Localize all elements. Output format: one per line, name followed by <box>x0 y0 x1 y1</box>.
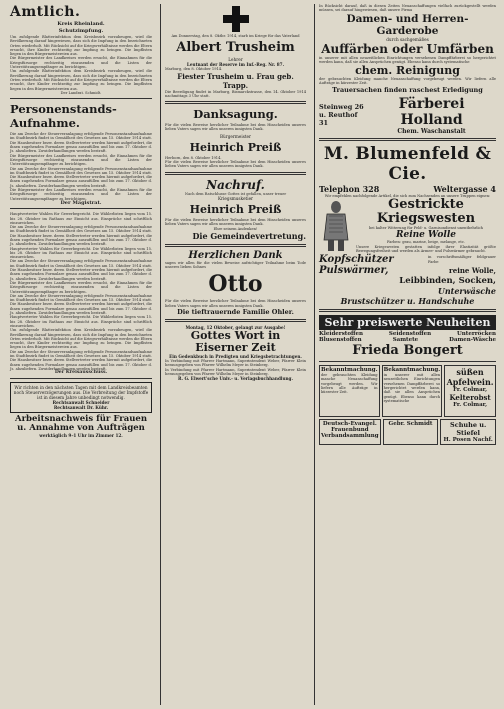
notice-text-2d: Die Bürgermeister des Landkreises werden ersucht, die Einnahmen für die Kriegsfürsorge rechtzeitig einzusenden und die Listen der Unterstützungsempfänger zu berichtigen. <box>10 188 152 201</box>
waschanstalt: Chem. Waschanstalt <box>397 127 466 135</box>
mini-ad-2 <box>382 365 443 417</box>
mini-ad-4-sub: Fr. Colmar, <box>453 402 488 409</box>
notice-text-3b: Die am Zwecke der Steuerveranlagung erfolgende Personenstandsaufnahme im Stadtbezirk findet in Gemäßheit des Gesetzes am 15. Oktober 1914 statt. Die Hausbesitzer bezw. deren Stellvertreter werden hiermit aufgefordert, die ihnen zugehenden Formulare genau auszufüllen und bis zum 17. Oktober d. Js. abzuliefern. Zuwiderhandlungen werden bestraft. <box>10 225 152 247</box>
obituary-intro: Am Donnerstag, den 8. Oktbr. 1914, starb im Kriege für das Vaterland <box>171 34 300 38</box>
notice-text-3f: Die am Zwecke der Steuerveranlagung erfolgende Personenstandsaufnahme im Stadtbezirk findet in Gemäßheit des Gesetzes am 15. Oktober 1914 statt. Die Hausbesitzer bezw. deren Stellvertreter werden hiermit aufgefordert, die ihnen zugehenden Formulare genau auszufüllen und bis zum 17. Oktober d. Js. abzuliefern. Zuwiderhandlungen werden bestraft. <box>10 293 152 316</box>
notice-text-3i: Die am Zwecke der Steuerveranlagung erfolgende Personenstandsaufnahme im Stadtbezirk findet in Gemäßheit des Gesetzes am 15. Oktober 1914 statt. Die Hausbesitzer bezw. deren Stellvertreter werden hiermit aufgefordert, die ihnen zugehenden Formulare genau auszufüllen und bis zum 17. Oktober d. Js. abzuliefern. Zuwiderhandlungen werden bestraft. <box>10 349 152 371</box>
neuheit-2: Seidenstoffen <box>388 331 432 338</box>
mini-ad-5-head: Schuhe u. Stiefel <box>450 421 487 438</box>
nachruf-body: Für die vielen Beweise herzlicher Teilnahme bei dem Hinscheiden unseres lieben Vaters sagen wir allen unseren innigsten Dank. <box>165 217 306 227</box>
lawyer-name-2: Rechtsanwalt Dr. Kühr. <box>53 405 109 411</box>
mini-ad-1-head: Bekanntmachung. <box>321 367 378 374</box>
kopfschuetzer: Kopfschützer <box>319 254 394 266</box>
notice-text-2b: Die Bürgermeister des Landkreises werden ersucht, die Einnahmen für die Kriegsfürsorge rechtzeitig einzusenden und die Listen der Unterstützungsempfänger zu berichtigen. <box>10 153 152 167</box>
farben-line: Farben: grau, marine, beige, melange, etc. <box>387 240 465 245</box>
mini-ad-3-sub: Fr. Colmar, <box>453 387 488 394</box>
signature-magistrat: Der Magistrat. <box>60 199 102 206</box>
dyer-body-a: in unserer mit allen neuzeitlichen Einrichtungen versehenen Dampffärberei so hergerichtet werden kann, daß sie allen Ansprüchen genügt. Ebenso kann durch systematische <box>319 55 496 64</box>
mini-ad-1 <box>319 365 380 417</box>
dyer-intro: In Rücksicht darauf, daß in diesen Zeiten Neuanschaffungen vielfach zurückgestellt werden müssen, sei darauf hingewiesen, daß unsere Firma <box>319 4 496 13</box>
herzlichen-dank-heading: Herzlichen Dank <box>188 249 283 261</box>
reine-wolle-2: reine Wolle, <box>449 266 496 276</box>
familie-ohler: Die tieftrauernde Familie Ohler. <box>177 308 294 317</box>
notice-text-3e: Die Bürgermeister des Landkreises werden ersucht, die Einnahmen für die Kriegsfürsorge rechtzeitig einzusenden und die Listen der Unterstützungsempfänger zu berichtigen. <box>10 280 152 294</box>
obituary-name-trusheim: Albert Trusheim <box>176 40 295 56</box>
nachruf-honor: Ehre seinem Andenken! <box>213 226 258 231</box>
herzlichen-dank-text: sagen wir allen für die vielen Beweise aufrichtiger Teilnahme beim Tode unseres lieben Sohnes <box>165 260 306 270</box>
soldier-illustration-icon <box>319 200 353 252</box>
weltergasse: Weltergasse 4 <box>433 183 496 194</box>
mini-ad-6-head: Gebr. Schmidt <box>388 421 433 428</box>
leibbinden: Leibbinden, Socken, <box>399 276 496 287</box>
gottes-wort-title: Gottes Wort in Eiserner Zeit <box>190 329 281 355</box>
auffaerben-heading: Auffärben oder Umfärben <box>321 41 494 56</box>
garderobe-heading: Damen- und Herren-Garderobe <box>346 12 469 37</box>
obituary-date: Marburg, den 8. Oktober 1914. <box>165 67 223 72</box>
lawyer-name-1: Rechtsanwalt Schneider <box>52 400 110 406</box>
verlag-name: R. G. Elwert'sche Univ.- u. Verlagsbuchhandlung. <box>178 376 293 382</box>
otto-text: Für die vielen Beweise herzlicher Teilnahme bei dem Hinscheiden unseres lieben Vaters sagen wir allen unseren innigsten Dank. <box>165 299 306 308</box>
address-line-2: u. Reuthof 31 <box>319 111 358 128</box>
notice-text-3d: Die am Zwecke der Steuerveranlagung erfolgende Personenstandsaufnahme im Stadtbezirk findet in Gemäßheit des Gesetzes am 15. Oktober 1914 statt. Die Hausbesitzer bezw. deren Stellvertreter werden hiermit aufgefordert, die ihnen zugehenden Formulare genau auszufüllen und bis zum 17. Oktober d. Js. abzuliefern. Zuwiderhandlungen werden bestraft. <box>10 259 152 281</box>
mini-ad-6 <box>383 419 439 445</box>
chem-reinigung-heading: chem. Reinigung <box>355 64 460 78</box>
gottes-wort-subtitle: Ein Gedenkbuch in Predigten und Kriegsbetrachtungen. <box>169 354 302 360</box>
kreis-heading: Kreis Rheinland. <box>57 21 105 27</box>
lawyer-notice-text: Wir richten in den nächsten Tagen mit dem Landkreisbeamten noch Steuerverzögerungen aus. Die Verbreitung der Impfstoffe ist in diesem Jahre unbedingt notwendig. <box>13 385 149 401</box>
notice-text-1: Um zufolgende Blatterinfektion dem Kreisbezirk vorzubeugen, wird die Bevölkerung darauf hingewiesen, dass sich die Impfung in den bezeichneten Orten wiederholt. Mit Rücksicht auf die Kriegsverhältnisse werden die Eltern ersucht, ihre Kinder rechtzeitig zur Impfung zu bringen. Die Impflisten liegen in den Bürgermeistereien aus. <box>10 35 152 57</box>
nachruf-rank: Kriegsmusketier <box>217 195 254 201</box>
nachruf-name: Heinrich Preiß <box>189 202 282 216</box>
personenstand-heading: Personenstands-Aufnahme. <box>10 102 117 131</box>
frieda-bongert: Frieda Bongert <box>352 343 463 359</box>
unterwaesche: Unterwäsche <box>437 286 496 297</box>
lawyer-notice <box>10 382 152 413</box>
empfehlen-text: Wir empfehlen nachfolgende Artikel, die sich zum Nachsenden an unsere Truppen eignen: <box>324 193 491 198</box>
buergermeister-label: Bürgermeister <box>219 133 252 139</box>
arbeitsnachweis-hours: werktäglich 9–1 Uhr im Zimmer 12. <box>39 433 123 439</box>
notice-text-1c: Um zufolgende Blatterinfektion dem Kreisbezirk vorzubeugen, wird die Bevölkerung darauf hingewiesen, dass sich die Impfung in den bezeichneten Orten wiederholt. Mit Rücksicht auf die Kriegsverhältnisse werden die Eltern ersucht, ihre Kinder rechtzeitig zur Impfung zu bringen. Die Impflisten liegen in den Bürgermeistereien aus. <box>10 69 152 91</box>
column-obituaries <box>160 4 310 705</box>
danksagung-heading: Danksagung. <box>193 107 278 122</box>
mini-ad-5 <box>440 419 496 445</box>
schutzimpfung-heading: Schutzimpfung. <box>58 28 104 34</box>
notice-text-2: Die am Zwecke der Steuerveranlagung erfolgende Personenstandsaufnahme im Stadtbezirk findet in Gemäßheit des Gesetzes am 15. Oktober 1914 statt. Die Hausbesitzer bezw. deren Stellvertreter werden hiermit aufgefordert, die ihnen zugehenden Formulare genau auszufüllen und bis zum 17. Oktober d. Js. abzuliefern. Zuwiderhandlungen werden bestraft. <box>10 132 152 154</box>
pulswaermer: Pulswärmer, <box>319 265 389 277</box>
neuheiten-heading: Sehr preiswerte Neuheiten <box>319 315 496 330</box>
notice-text-3: Hauptvertreter Wahlen für Gewerbegericht. Die Wählerlisten liegen vom 15. bis 28. Oktober im Rathaus zur Einsicht aus. Einsprüche sind schriftlich einzureichen. <box>10 212 152 225</box>
notice-text-1b: Die Bürgermeister des Landkreises werden ersucht, die Einnahmen für die Kriegsfürsorge rechtzeitig einzusenden und die Listen der Unterstützungsempfänger zu berichtigen. <box>10 56 152 70</box>
notice-text-2c: Die am Zwecke der Steuerveranlagung erfolgende Personenstandsaufnahme im Stadtbezirk findet in Gemäßheit des Gesetzes am 15. Oktober 1914 statt. Die Hausbesitzer bezw. deren Stellvertreter werden hiermit aufgefordert, die ihnen zugehenden Formulare genau auszufüllen und bis zum 17. Oktober d. Js. abzuliefern. Zuwiderhandlungen werden bestraft. <box>10 166 152 188</box>
kriegswesten-sub: bei kalter Witterung für Feld- u. Garnisondienst unentbehrlich <box>369 226 483 231</box>
mini-ad-5-sub: H. Posen Nachf. <box>443 437 493 444</box>
blumenfeld-heading: M. Blumenfeld & Cie. <box>323 143 492 184</box>
arbeitsnachweis-heading: Arbeitsnachweis für Frauen u. Annahme von Aufträgen <box>14 414 148 434</box>
mini-ad-7-head: Deutsch-Evangel. Frauenbund <box>322 421 377 434</box>
obituary-family: Fiester Trusheim u. Frau geb. Trapp. <box>177 71 294 90</box>
obituary-rank: Leutnant der Reserve im Inf.-Reg. Nr. 87. <box>186 62 285 68</box>
danksagung-date: Herborn, den 8. Oktober 1914. <box>165 155 222 160</box>
mini-ad-7-sub: Verbandsammlung <box>321 433 379 440</box>
dyer-body-b: der gebrauchten Kleidung manche Neuanschaffung vorgebeugt werden. Wir liefern alle Aufträge in kürzester Zeit. <box>319 77 496 86</box>
signature-landrat: Der Landrat. Schmidt. <box>60 90 102 95</box>
trauersachen-line: Trauersachen finden raschest Erledigung <box>332 85 483 94</box>
neuheit-3: Unterröcken <box>457 331 496 338</box>
nachruf-text: Nach dem Ratschlusse Gottes ist gefallen, unser treuer <box>184 191 287 196</box>
obituary-funeral: Die Beerdigung findet in Marburg, Bismarckstrasse, den 14. Oktober 1914 nachmittags 3 Uhr statt. <box>165 89 306 98</box>
kriegswesten-body: Unsere Kriegswesten gestatten infolge ihrer Elastizität größte Bewegungsfreiheit und werden als Armee- und Pulswärmer gebraucht. <box>356 244 496 253</box>
danksagung-more: Für die vielen Beweise herzlicher Teilnahme bei dem Hinscheiden unseres lieben Vaters sagen wir allen unseren innigsten Dank. <box>165 160 306 169</box>
notice-text-3g: Hauptvertreter Wahlen für Gewerbegericht. Die Wählerlisten liegen vom 15. bis 28. Oktober im Rathaus zur Einsicht aus. Einsprüche sind schriftlich einzureichen. <box>10 315 152 328</box>
mini-ad-2-body: in unserer mit allen neuzeitlichen Einrichtungen versehenen Dampffärberei so hergerichtet werden kann, daß sie allen Ansprüchen genügt. Ebenso kann durch systematische <box>383 373 441 403</box>
iron-cross-icon <box>223 6 249 32</box>
mini-ad-7 <box>319 419 381 445</box>
notice-text-3h: Um zufolgende Blatterinfektion dem Kreisbezirk vorzubeugen, wird die Bevölkerung darauf hingewiesen, dass sich die Impfung in den bezeichneten Orten wiederholt. Mit Rücksicht auf die Kriegsverhältnisse werden die Eltern ersucht, ihre Kinder rechtzeitig zur Impfung zu bringen. Die Impflisten liegen in den Bürgermeistereien aus. <box>10 328 152 350</box>
gottes-wort-body-2: In Verbindung mit Pfarrer Hartmann, Superintendent Weber, Pfarrer Klein herausgegeben von Pfarrer Wilhelm Meyer in Steinberg. <box>165 367 306 376</box>
notice-text-3c: Hauptvertreter Wahlen für Gewerbegericht. Die Wählerlisten liegen vom 15. bis 28. Oktober im Rathaus zur Einsicht aus. Einsprüche sind schriftlich einzureichen. <box>10 246 152 260</box>
mini-ad-2-head: Bekanntmachung. <box>383 367 441 374</box>
mini-ad-4-head: Kelterobst <box>449 393 491 403</box>
signature-kreisausschuss: Der Kreisausschuss. <box>54 370 108 376</box>
mini-ad-1-body: der gebrauchten Kleidung manche Neuanschaffung vorgebeugt werden. Wir liefern alle Aufträge in kürzester Zeit. <box>321 373 378 395</box>
faerberei-holland: Färberei Holland <box>398 95 465 128</box>
kopfschuetzer-sub: in vorschriftsmäßiger feldgrauer Farbe <box>428 255 496 264</box>
mini-ad-3-head: süßen Apfelwein. <box>446 367 494 388</box>
neuheit-4: Blusenstoffen <box>319 337 362 344</box>
montag-notice: Montag, 12 Oktober, gelangt zur Ausgabe! <box>185 325 286 331</box>
danksagung-text: Für die vielen Beweise herzlicher Teilnahme bei dem Hinscheiden unseres lieben Vaters sagen wir allen unseren innigsten Dank. <box>165 123 306 132</box>
column-advertisements <box>314 4 500 705</box>
amtlich-heading: Amtlich. <box>10 4 81 20</box>
neuheit-6: Damen-Wäsche <box>449 337 496 344</box>
column-official <box>6 4 156 705</box>
nachruf-heading: Nachruf. <box>206 177 265 192</box>
durch-label: durch sachgemäßes <box>386 36 429 42</box>
gemeindevertretung: Die Gemeindevertretung. <box>192 230 306 241</box>
brustschuetzer: Brustschützer u. Handschuhe <box>340 296 475 307</box>
mini-ad-3 <box>444 365 496 417</box>
reine-wolle: Reine Wolle <box>396 230 456 241</box>
otto-name: Otto <box>208 271 263 298</box>
address-line-1: Steinweg 26 <box>319 103 364 112</box>
obituary-title: Lehrer <box>228 57 243 63</box>
gottes-wort-body: In Verbindung mit Pfarrer Hartmann, Superintendent Weber, Pfarrer Klein herausgegeben von Pfarrer Wilhelm Meyer in Steinberg. <box>165 359 306 368</box>
neuheit-1: Kleiderstoffen <box>319 331 364 338</box>
neuheit-5: Samtete <box>392 337 419 344</box>
buergermeister-name: Heinrich Preiß <box>189 140 282 154</box>
kriegswesten-heading: Gestrickte Kriegswesten <box>376 198 476 227</box>
telephone: Telephon 328 <box>319 183 380 194</box>
